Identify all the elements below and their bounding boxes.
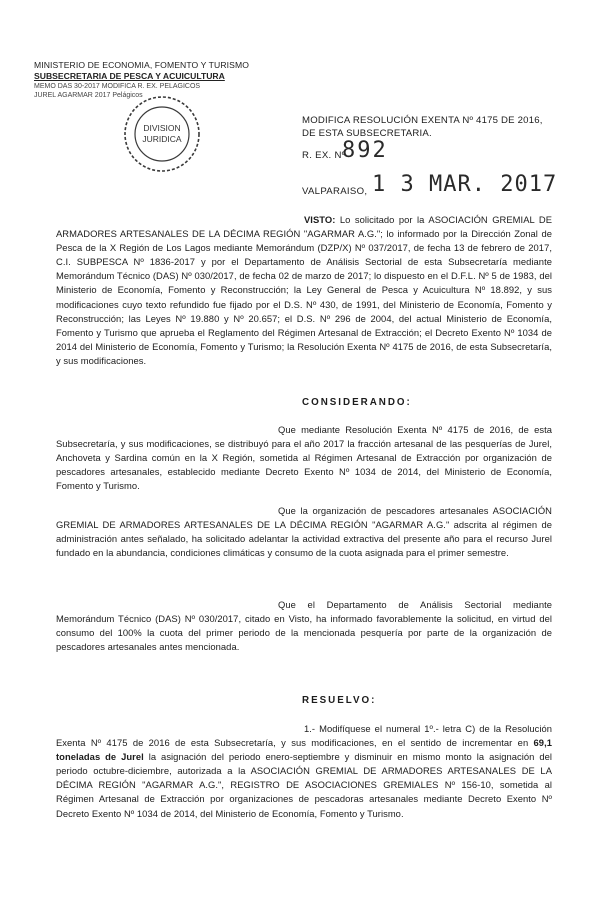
resuelvo-text-2: la asignación del periodo enero-septiembre y disminuir en mismo monto la asignación del periodo octubre-diciembre, autorizada a la ASOCIACIÓN GREMIAL DE ARMADORES ARTESANALES DE LA DÉCIMA REGIÓN "AGARMAR A.G.", REGISTRO DE ASOCIACIONES GREMIALES Nº 156-10, sometida al Régimen Artesanal de Extracción por organizaciones de pescadoras artesanales mediante Decreto Exento Nº Decreto Exento Nº 1034 de 2014, del Ministerio de Economía, Fomento y Turismo. bbox=[56, 751, 552, 819]
subsecretaria-name: SUBSECRETARIA DE PESCA Y ACUICULTURA bbox=[34, 71, 225, 81]
division-juridica-seal bbox=[122, 94, 202, 174]
rex-number: 892 bbox=[342, 138, 388, 163]
resuelvo-bold-amount: 69,1 toneladas de Jurel bbox=[56, 737, 552, 763]
considerando-paragraph-3 bbox=[56, 598, 552, 654]
seal-line-1: DIVISION bbox=[143, 123, 181, 133]
considerando-text-2: Que la organización de pescadores artesanales ASOCIACIÓN GREMIAL DE ARMADORES ARTESANALES DE LA DÉCIMA REGIÓN "AGARMAR A.G." adscrita al régimen de administración antes señalado, ha solicitado adelantar la actividad extractiva del presente año para el recurso Jurel fundado en la abundancia, condiciones climáticas y consumo de la cuota asignada para el primer semestre. bbox=[56, 505, 552, 559]
considerando-heading: CONSIDERANDO: bbox=[302, 397, 412, 408]
considerando-text-1: Que mediante Resolución Exenta Nº 4175 de 2016, de esta Subsecretaría, y sus modificaciones, se distribuyó para el año 2017 la fracción artesanal de las pesquerías de Jurel, Anchoveta y Sardina común en la X Región, sometida al Régimen Artesanal de Extracción por organización de pescadores artesanales, establecido mediante Decreto Exento Nº 1034 de 2014, del Ministerio de Economía, Fomento y Turismo. bbox=[56, 424, 552, 492]
resuelvo-number: 1.- bbox=[304, 723, 316, 734]
rex-label: R. EX. Nº bbox=[302, 150, 346, 161]
resuelvo-paragraph bbox=[56, 722, 552, 821]
jurel-reference: JUREL AGARMAR 2017 Pelágicos bbox=[34, 92, 143, 99]
visto-paragraph bbox=[56, 213, 552, 368]
resuelvo-text-1: Modifíquese el numeral 1º.- letra C) de la Resolución Exenta Nº 4175 de 2016 de esta Subsecretaría, y sus modificaciones, en el sentido de incrementar en bbox=[56, 723, 553, 749]
seal-line-2: JURIDICA bbox=[142, 134, 182, 144]
memo-reference: MEMO DAS 30-2017 MODIFICA R. EX. PELAGICOS bbox=[34, 83, 201, 90]
considerando-paragraph-2 bbox=[56, 504, 552, 560]
reference-line-1: MODIFICA RESOLUCIÓN EXENTA Nº 4175 DE 2016, bbox=[302, 115, 543, 126]
place-label: VALPARAISO, bbox=[302, 186, 368, 197]
resolution-date: 1 3 MAR. 2017 bbox=[372, 172, 558, 197]
resuelvo-heading: RESUELVO: bbox=[302, 695, 377, 706]
ministry-name: MINISTERIO DE ECONOMIA, FOMENTO Y TURISMO bbox=[34, 60, 249, 70]
considerando-paragraph-1 bbox=[56, 423, 552, 493]
resolution-reference bbox=[302, 114, 552, 140]
reference-line-2: DE ESTA SUBSECRETARIA. bbox=[302, 128, 432, 139]
visto-label: VISTO: bbox=[304, 214, 336, 225]
considerando-text-3: Que el Departamento de Análisis Sectorial mediante Memorándum Técnico (DAS) Nº 030/2017, citado en Visto, ha informado favorablemente la solicitud, en virtud del consumo del 100% la cuota del primer periodo de la mencionada pesquería por parte de la organización de pescadores artesanales antes mencionada. bbox=[56, 599, 552, 653]
visto-text: Lo solicitado por la ASOCIACIÓN GREMIAL DE ARMADORES ARTESANALES DE LA DÉCIMA REGIÓN "AGARMAR A.G."; lo informado por la Dirección Zonal de Pesca de la X Región de Los Lagos mediante Memorándum (DZP/X) Nº 037/2017, de fecha 13 de febrero de 2017, C.I. SUBPESCA Nº 1836-2017 y por el Departamento de Análisis Sectorial de esta Subsecretaría mediante Memorándum Técnico (DAS) Nº 030/2017, de fecha 02 de marzo de 2017; lo dispuesto en el D.F.L. Nº 5 de 1983, del Ministerio de Economía, Fomento y Reconstrucción; la Ley General de Pesca y Acuicultura Nº 18.892, y sus modificaciones cuyo texto refundido fue fijado por el D.S. Nº 430, de 1991, del Ministerio de Economía, Fomento y Reconstrucción; las Leyes Nº 19.880 y Nº 20.657; el D.S. Nº 296 de 2004, del actual Ministerio de Economía, Fomento y Turismo que aprueba el Reglamento del Régimen Artesanal de Extracción; el Decreto Exento Nº 1034 de 2014 del Ministerio de Economía, Fomento y Turismo; la Resolución Exenta Nº 4175 de 2016, de esta Subsecretaría, y sus modificaciones. bbox=[56, 214, 552, 366]
